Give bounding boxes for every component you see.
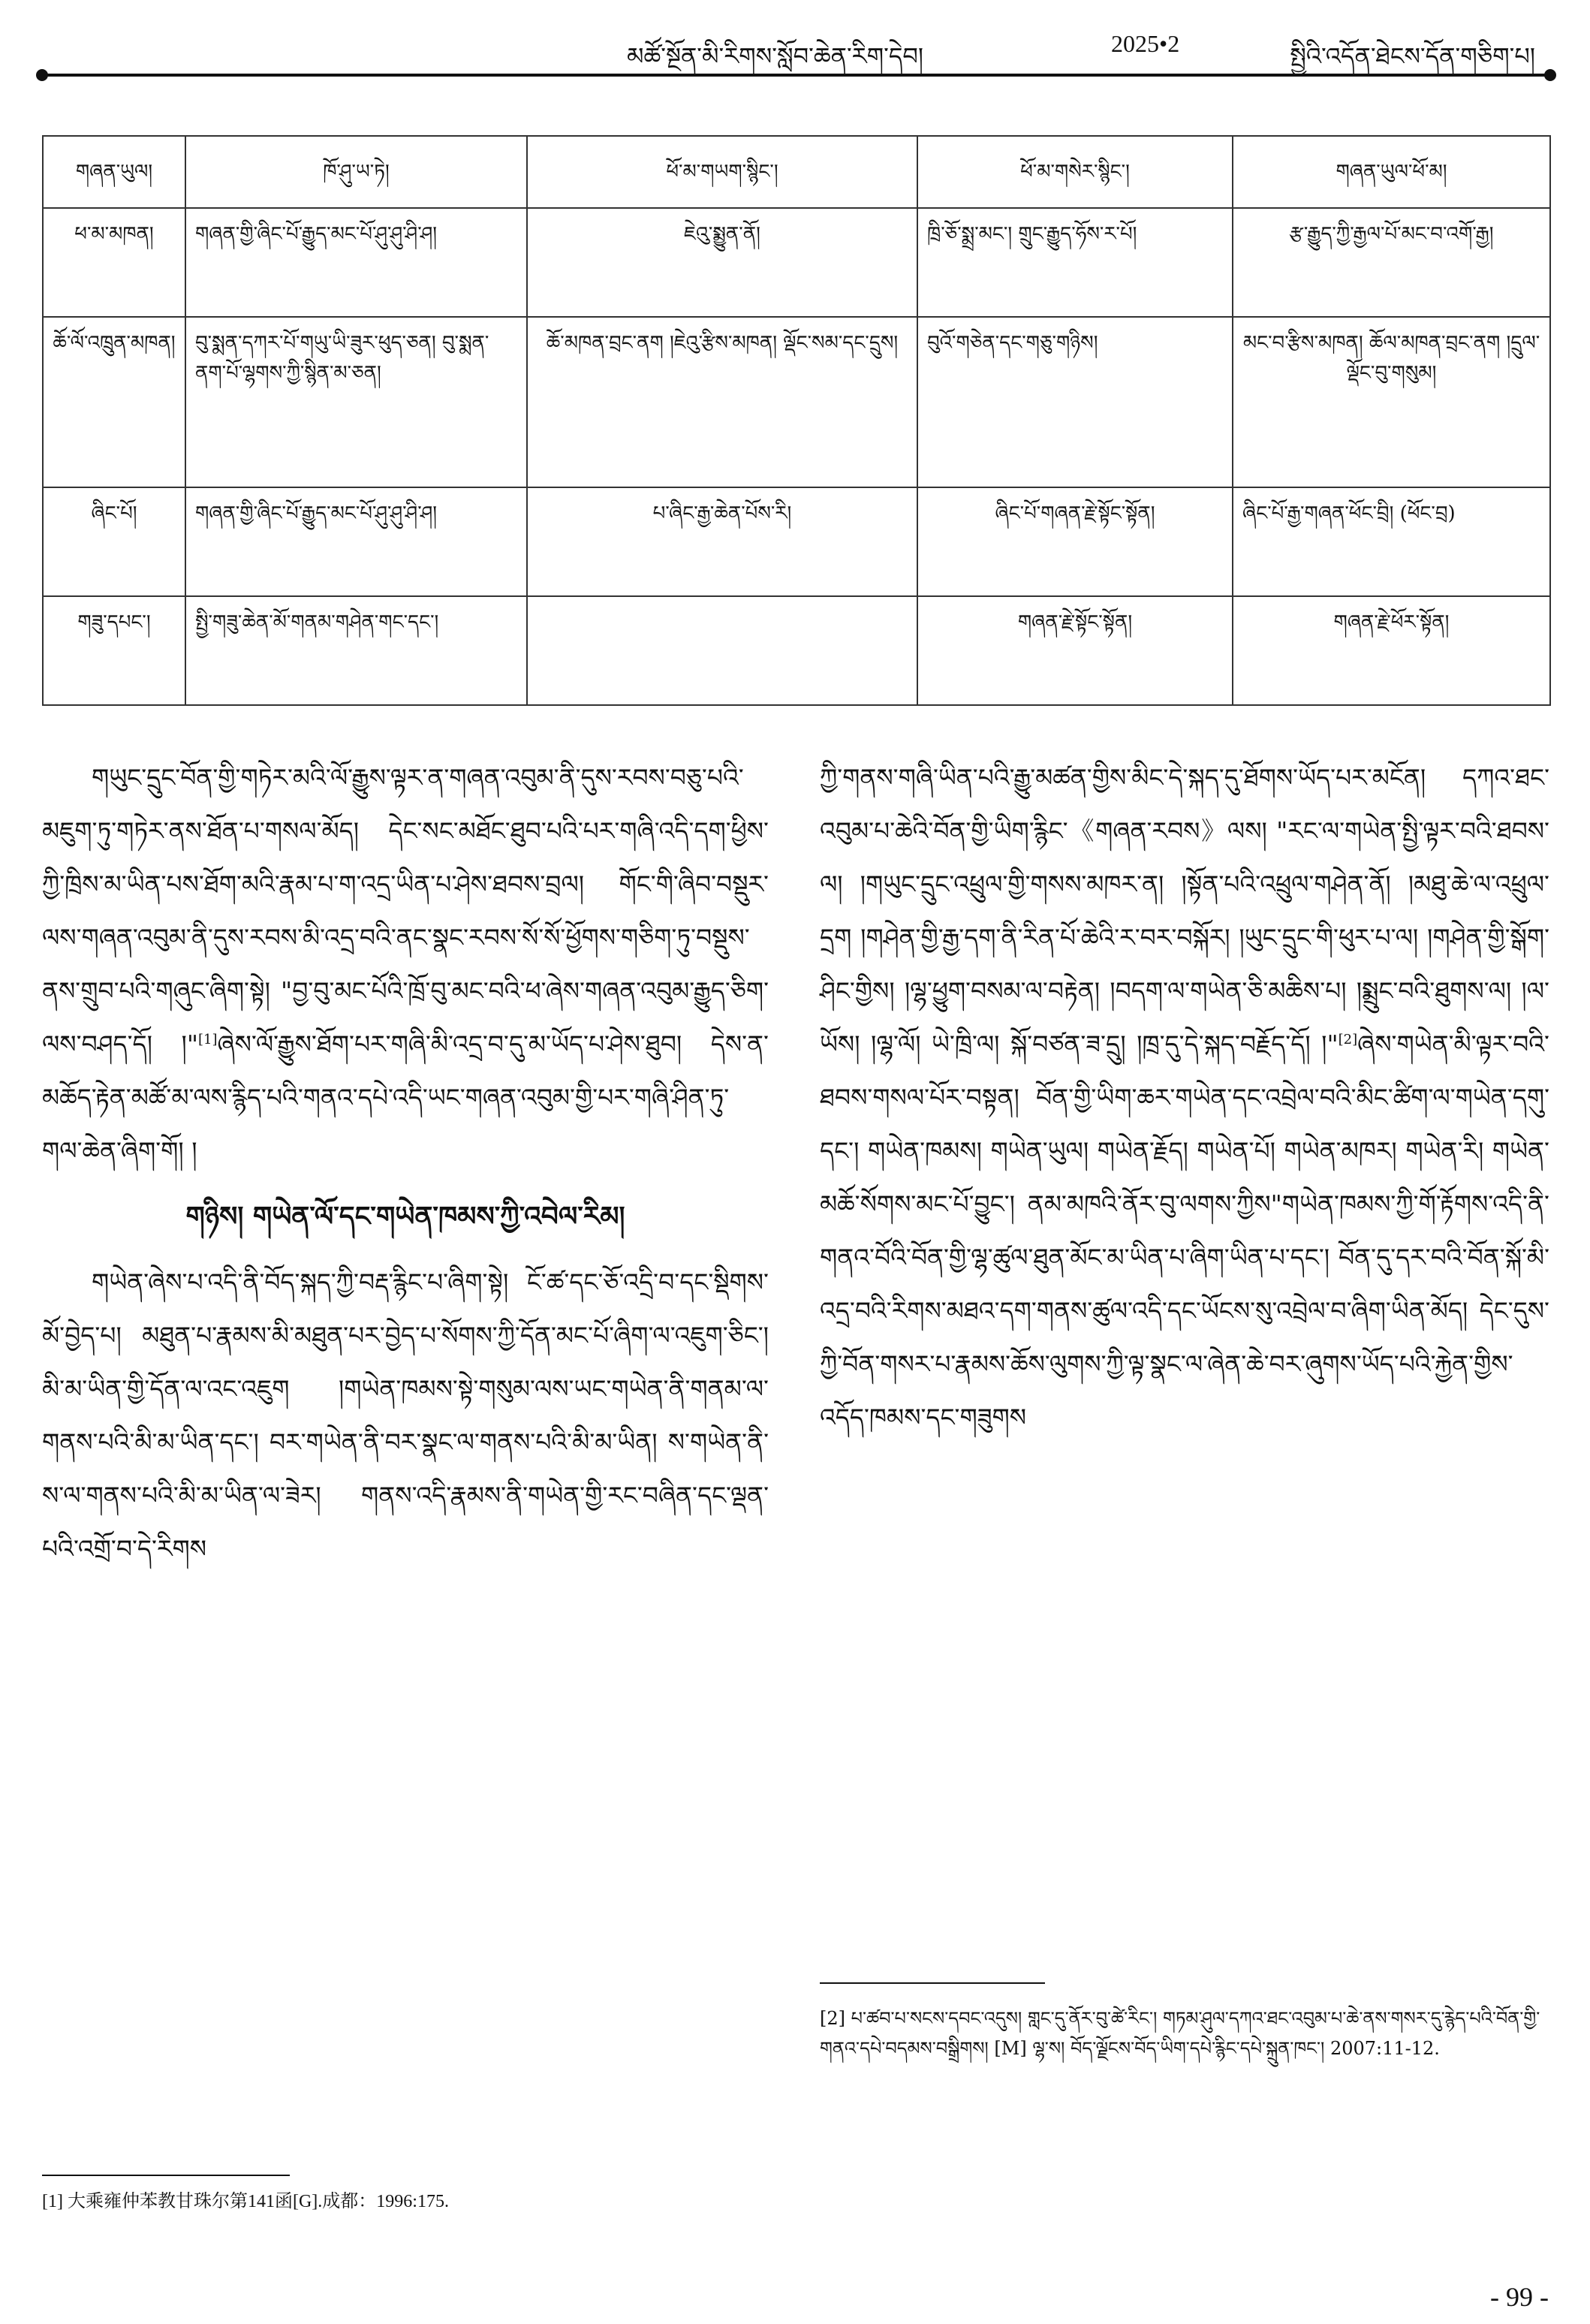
table-header-cell: གཞན་ཡུལ། [43,136,185,208]
table-cell: གཞན་རྗེ་སྟོང་སྟོན། [917,596,1233,705]
table-header-cell: ཕོ་མ་གཡག་སྙིང་། [527,136,917,208]
table-cell: བུའོ་གཅེན་དང་གཅུ་གཉིས། [917,317,1233,488]
table-cell: སྤྱི་གཟུ་ཆེན་མོ་གནམ་གཤེན་གང་དང་། [185,596,527,705]
table-cell: ཇེའུ་སྨྱུན་ནོ། [527,208,917,317]
table-cell: པ་ཞིང་རྒྱ་ཆེན་པོས་རི། [527,487,917,596]
table-row [43,487,1550,596]
table-header-cell: ཁོ་ཤུ་ཡ་ཏེ། [185,136,527,208]
table-cell: མང་བ་རྩིས་མཁན། ཆོལ་མཁན་བྲང་ནག །དྲུལ་ལྡོང་བུ་གསུམ། [1233,317,1550,488]
body-paragraph [820,751,1549,1444]
journal-title: མཚོ་སྔོན་མི་རིགས་སློབ་ཆེན་རིག་དེབ། [627,42,924,71]
footnote-rule-left [42,2175,290,2176]
table-header-cell: ཕོ་མ་གསེར་སྙིང་། [917,136,1233,208]
paragraph-text: ཞེས་གཡེན་མི་ལྟར་བའི་ཐབས་གསལ་པོར་བསྟན། བོན་གྱི་ཡིག་ཆར་གཡེན་དང་འབྲེལ་བའི་མིང་ཚིག་ལ་གཡེན་དགུ་དང་། གཡེན་ཁམས། གཡེན་ཡུལ། གཡེན་རྗོད། གཡེན་པོ། གཡེན་མཁར། གཡེན་རི། གཡེན་མཆོ་སོགས་མང་པོ་བྱུང་། ནམ་མཁའི་ནོར་བུ་ལགས་ཀྱིས"གཡེན་ཁམས་ཀྱི་གོ་རྟོགས་འདི་ནི་གནའ་བོའི་བོན་གྱི་ལྷ་ཚུལ་ཐུན་མོང་མ་ཡིན་པ་ཞིག་ཡིན་པ་དང་། བོན་དུ་དར་བའི་བོན་སྐོ་མི་འདྲ་བའི་རིགས་མཐའ་དག་གནས་ཚུལ་འདི་དང་ཡོངས་སུ་འབྲེལ་བ་ཞིག་ཡིན་མོད། དེང་དུས་ཀྱི་བོན་གསར་པ་རྣམས་ཆོས་ལུགས་ཀྱི་ལྟ་སྣང་ལ་ཞེན་ཆེ་བར་ཞུགས་ཡོད་པའི་རྐྱེན་གྱིས་འདོད་ཁམས་དང་གཟུགས [820,1029,1549,1432]
row-label: གཟུ་དཔང་། [43,596,185,705]
right-column [820,751,1549,1444]
issue-number: 2025•2 [1111,30,1180,57]
row-label: ཞིང་པོ། [43,487,185,596]
footnote-2: [2] པ་ཚབ་པ་སངས་དབང་འདུས། གླང་དུ་ནོར་བུ་ཚེ་རིང་། གཏམ་ཤུལ་དཀའ་ཐང་འབུམ་པ་ཆེ་ནས་གསར་དུ་རྙེད་པའི་བོན་གྱི་གནའ་དཔེ་བདམས་བསྒྲིགས། [M] ལྷ་ས། བོད་ལྗོངས་བོད་ཡིག་དཔེ་རྙིང་དཔེ་སྐྲུན་ཁང་། 2007:11-12. [820,2008,1540,2059]
running-header [41,23,1550,75]
header-rule [41,74,1550,77]
table-row [43,596,1550,705]
row-label: ཆོ་ལོ་འཁྲུན་མཁན། [43,317,185,488]
section-heading: གཉིས། གཡེན་ལོ་དང་གཡེན་ཁམས་ཀྱི་འབེལ་རིམ། [185,1201,625,1232]
page-number: - 99 - [1490,2282,1549,2312]
table-cell: གཞན་གྱི་ཞིང་པོ་རྒྱུད་མང་པོ་ཤུ་ཤུ་ཤི་ཤ། [185,487,527,596]
paragraph-text: ཀྱི་གནས་གཞི་ཡིན་པའི་རྒྱུ་མཚན་གྱིས་མིང་དེ་སྐད་དུ་ཐོགས་ཡོད་པར་མངོན། དཀའ་ཐང་འབུམ་པ་ཆེའི་བོན་གྱི་ཡིག་རྙིང་《གཞན་རབས》ལས། "རང་ལ་གཡེན་སྤྱི་ལྟར་བའི་ཐབས་ལ། །གཡུང་དྲུང་འཕྲུལ་གྱི་གསས་མཁར་ན། །སྟོན་པའི་འཕྲུལ་གཤེན་ནོ། །མཐུ་ཆེ་ལ་འཕྲུལ་དྲག །གཤེན་གྱི་རྒྱ་དག་ནི་རིན་པོ་ཆེའི་ར་བར་བསྐོར། །ཡུང་དྲུང་གི་ཕུར་པ་ལ། །གཤེན་གྱི་སྒོག་ཤིང་གྱིས། །ལྷ་ཕྱུག་བསམ་ལ་བརྟེན། །བདག་ལ་གཡེན་ཅི་མཆིས་པ། །སྨྲུང་བའི་ཐུགས་ལ། །ལ་ཡོས། །ལྷ་ལོ། ཡེ་ཁྲི་ལ། སྐོ་བཙན་ཟ་དྲུ། །ཁྲ་དུ་དེ་སྐད་བརྗོད་དོ། །" [820,763,1549,1059]
body-paragraph: གཡེན་ཞེས་པ་འདི་ནི་བོད་སྐད་ཀྱི་བརྡ་རྙིང་པ་ཞིག་སྟེ། ངོ་ཚ་དང་ཅོ་འདྲི་བ་དང་སྡིགས་མོ་བྱེད་པ། མཐུན་པ་རྣམས་མི་མཐུན་པར་བྱེད་པ་སོགས་ཀྱི་དོན་མང་པོ་ཞིག་ལ་འཇུག་ཅིང་། མི་མ་ཡིན་གྱི་དོན་ལ་འང་འཇུག །གཡེན་ཁམས་སྟེ་གསུམ་ལས་ཡང་གཡེན་ནི་གནམ་ལ་གནས་པའི་མི་མ་ཡིན་དང་། བར་གཡེན་ནི་བར་སྣང་ལ་གནས་པའི་མི་མ་ཡིན། ས་གཡེན་ནི་ས་ལ་གནས་པའི་མི་མ་ཡིན་ལ་ཟེར། གནས་འདི་རྣམས་ནི་གཡེན་གྱི་རང་བཞིན་དང་ལྡན་པའི་འགྲོ་བ་དེ་རིགས [42,1267,769,1563]
article-issue: སྤྱིའི་འདོན་ཐེངས་དོན་གཅིག་པ། [1290,42,1535,71]
body-paragraph [42,751,769,1177]
footnote-1: [1] 大乘雍仲苯教甘珠尔第141函[G].成都：1996:175. [42,2192,449,2211]
table-cell: ཞིང་པོ་རྒྱ་གཞན་ཕོང་བྲི། (ཕོང་བྲ) [1233,487,1550,596]
footnote-rule-right [820,1982,1045,1984]
footnote-ref-1[interactable]: [1] [198,1032,218,1047]
table-cell: གཞན་གྱི་ཞིང་པོ་རྒྱུད་མང་པོ་ཤུ་ཤུ་ཤི་ཤ། [185,208,527,317]
table-cell [527,596,917,705]
table-header-row [43,136,1550,208]
paragraph-text: ཞེས་ལོ་རྒྱུས་ཐོག་པར་གཞི་མི་འདྲ་བ་དུ་མ་ཡོད་པ་ཤེས་ཐུབ། དེས་ན་མཆོད་རྟེན་མཚོ་མ་ལས་རྙིད་པའི་གནའ་དཔེ་འདི་ཡང་གཞན་འབུམ་གྱི་པར་གཞི་ཤིན་ཏུ་གལ་ཆེན་ཞིག་གོ། ། [42,1029,769,1165]
table-cell: རྩ་རྒྱུད་ཀྱི་རྒྱལ་པོ་མང་བ་འགོ་རྒྱ། [1233,208,1550,317]
footnote-ref-2[interactable]: [2] [1338,1032,1358,1047]
row-label: ཕ་མ་མཁན། [43,208,185,317]
table-header-cell: གཞན་ཡུལ་ཕོ་མ། [1233,136,1550,208]
table-row [43,317,1550,488]
table-cell: ཁྲི་ཅོ་སྨྲ་མང་། གྲུང་རྒྱུད་ཧོས་ར་པོ། [917,208,1233,317]
table-cell: ཆོ་མཁན་བྲང་ནག །ཇེའུ་རྩིས་མཁན། ལྡོང་སམ་དང་དྲུས། [527,317,917,488]
table-row [43,208,1550,317]
header-rule-dot-right [1544,69,1556,81]
table-cell: གཞན་རྗེ་ཕོར་སྟོན། [1233,596,1550,705]
table-cell: བུ་སྨན་དཀར་པོ་གཡུ་ཡི་ཟུར་ཕུད་ཅན། བུ་སྨན་ནག་པོ་ལྷགས་ཀྱི་སྙིན་མ་ཅན། [185,317,527,488]
left-column [42,751,769,1575]
table-cell: ཞིང་པོ་གཞན་རྗེ་སྟོང་སྟོན། [917,487,1233,596]
paragraph-text: གཡུང་དྲུང་བོན་གྱི་གཏེར་མའི་ལོ་རྒྱུས་ལྟར་ན་གཞན་འབུམ་ནི་དུས་རབས་བཅུ་པའི་མཇུག་ཏུ་གཏེར་ནས་ཐོན་པ་གསལ་མོད། དེང་སང་མཐོང་ཐུབ་པའི་པར་གཞི་འདི་དག་ཕྱིས་ཀྱི་ཁྲིས་མ་ཡིན་པས་ཐོག་མའི་རྣམ་པ་ག་འདྲ་ཡིན་པ་ཤེས་ཐབས་བྲལ། གོང་གི་ཞིབ་བསྡུར་ལས་གཞན་འབུམ་ནི་དུས་རབས་མི་འདྲ་བའི་ནང་སྣང་རབས་སོ་སོ་ཕྱོགས་གཅིག་ཏུ་བསྡུས་ནས་གྲུབ་པའི་གཞུང་ཞིག་སྟེ། "བྱ་བུ་མང་པོའི་ཁྲོ་བུ་མང་བའི་ཕ་ཞེས་གཞན་འབུམ་རྒྱུད་ཅིག་ལས་བཤད་དོ། །" [42,763,769,1059]
comparison-table [42,135,1551,706]
